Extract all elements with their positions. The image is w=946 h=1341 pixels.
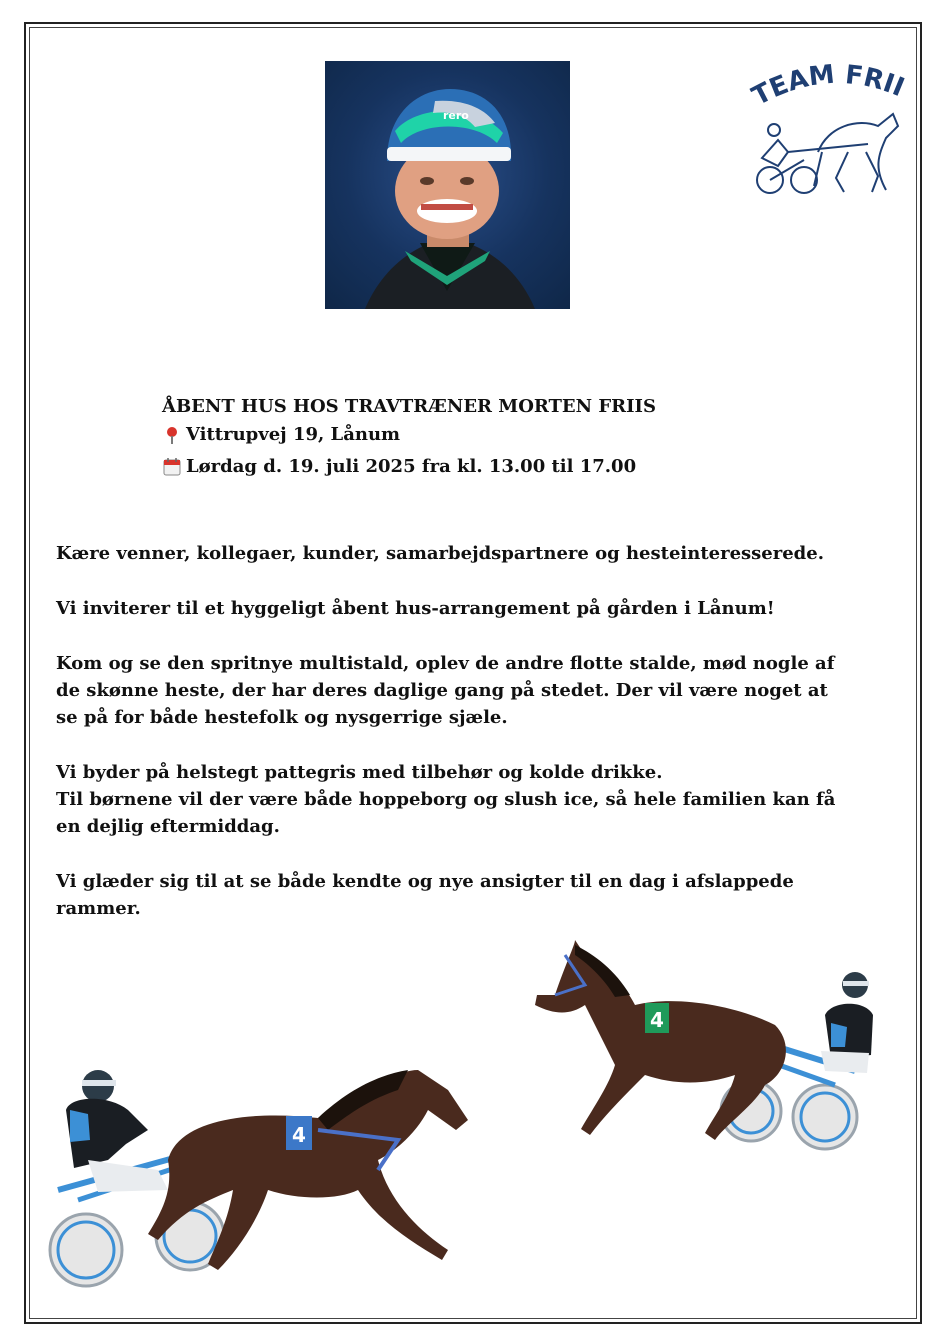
trotter-horse-image-right: [525, 935, 905, 1160]
pin-icon: [162, 425, 182, 445]
date-line: [162, 456, 636, 477]
paragraph-food-1: Vi byder på helstegt pattegris med tilbehør og kolde drikke.: [56, 762, 663, 783]
event-title: ÅBENT HUS HOS TRAVTRÆNER MORTEN FRIIS: [162, 396, 656, 417]
event-address: Vittrupvej 19, Lånum: [186, 424, 401, 445]
paragraph-stable-3: se på for både hestefolk og nysgerrige sjæle.: [56, 707, 508, 728]
trotter-horse-image-left: [18, 1050, 488, 1290]
saddle-cloth-number: 4: [292, 1123, 306, 1147]
logo-text: TEAM FRI: [748, 59, 899, 112]
paragraph-stable-2: de skønne heste, der har deres daglige gang på stedet. Der vil være noget at: [56, 680, 828, 701]
paragraph-food-2: Til børnene vil der være både hoppeborg og slush ice, så hele familien kan få: [56, 789, 836, 810]
paragraph-stable-1: Kom og se den spritnye multistald, oplev de andre flotte stalde, mød nogle af: [56, 653, 835, 674]
event-date: Lørdag d. 19. juli 2025 fra kl. 13.00 til 17.00: [186, 456, 637, 477]
paragraph-closing-2: rammer.: [56, 898, 141, 919]
address-line: [162, 424, 400, 445]
calendar-icon: [162, 457, 182, 477]
paragraph-invite: Vi inviterer til et hyggeligt åbent hus-arrangement på gården i Lånum!: [56, 598, 775, 619]
team-friis-logo: [748, 56, 906, 204]
greeting: Kære venner, kollegaer, kunder, samarbejdspartnere og hesteinteresserede.: [56, 543, 824, 564]
paragraph-food-3: en dejlig eftermiddag.: [56, 816, 280, 837]
body-text: [56, 540, 906, 922]
saddle-cloth-number-2: 4: [650, 1008, 664, 1032]
svg-text:TEAM FRIIS: [748, 56, 906, 112]
svg-text:rero: rero: [443, 109, 469, 122]
paragraph-closing-1: Vi glæder sig til at se både kendte og nye ansigter til en dag i afslappede: [56, 871, 794, 892]
driver-portrait-photo: [325, 61, 570, 309]
